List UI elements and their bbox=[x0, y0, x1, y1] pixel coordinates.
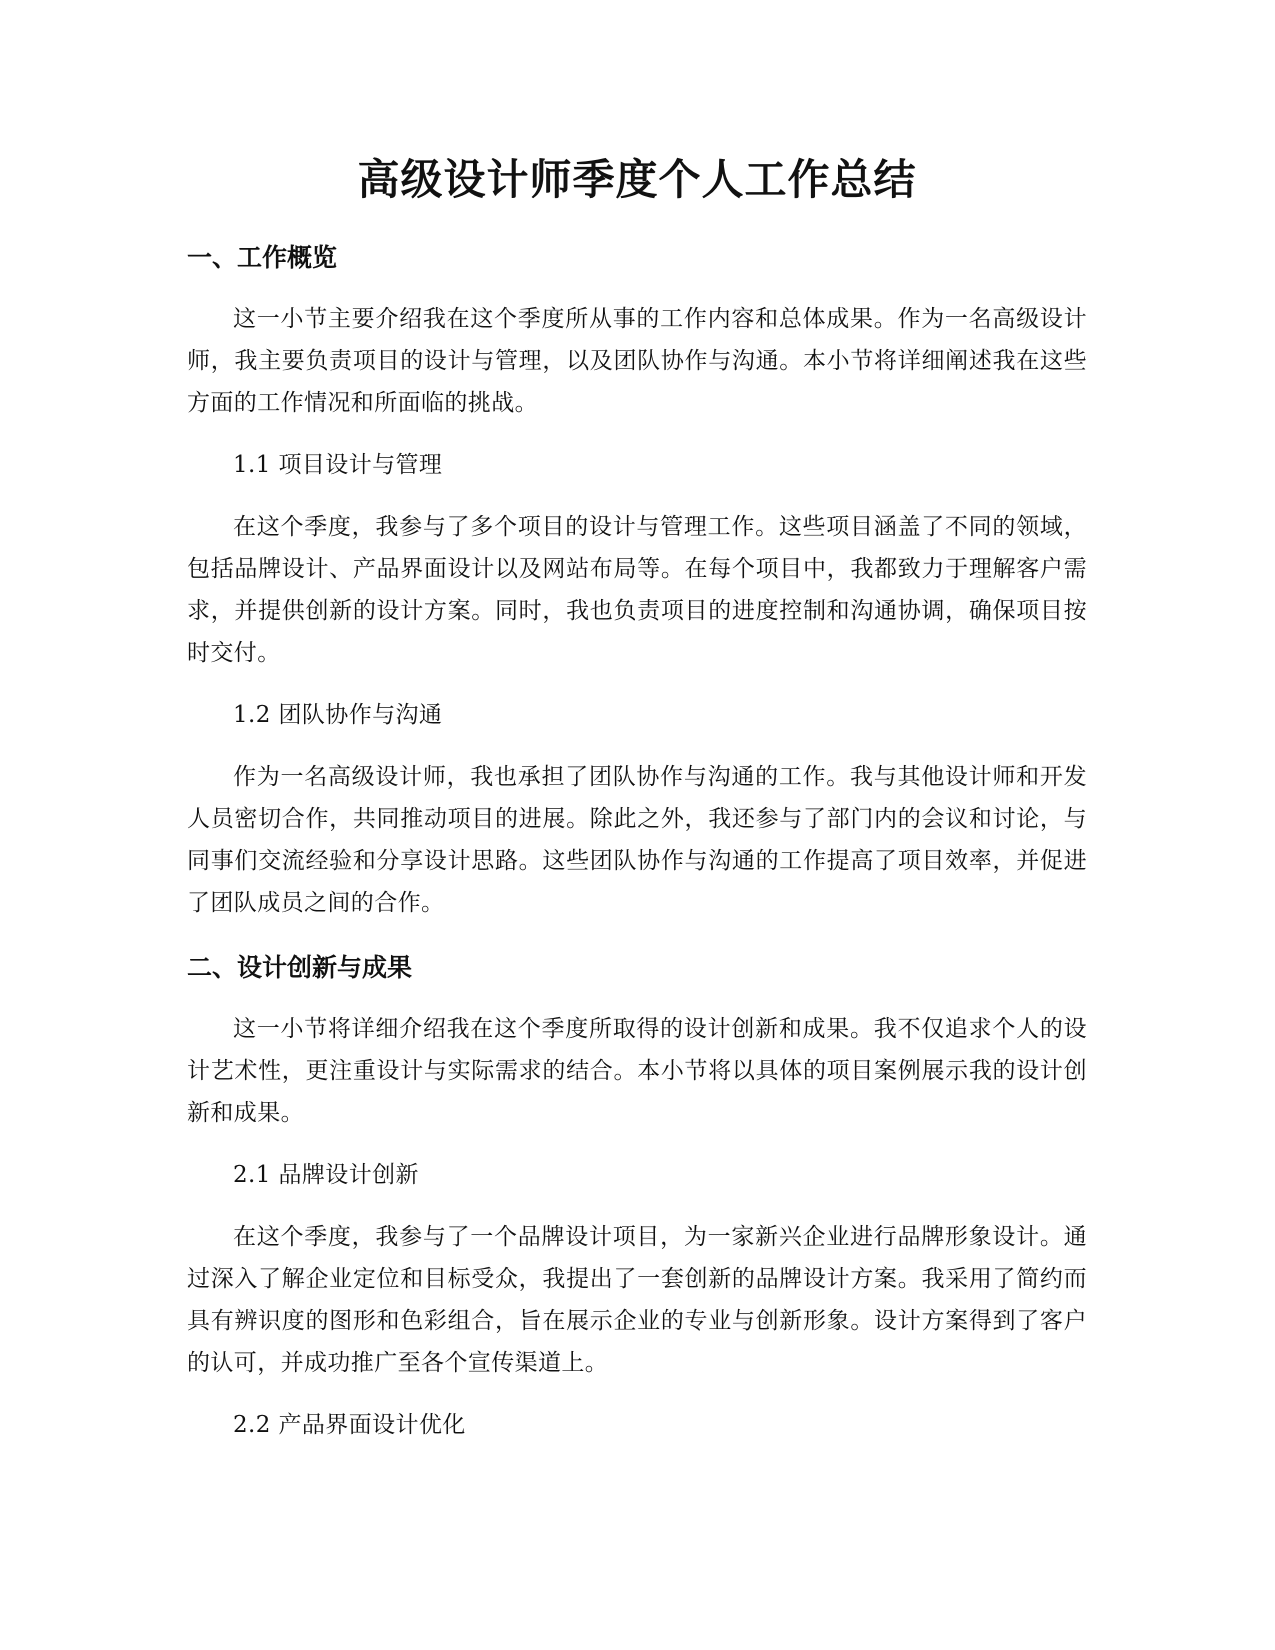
section-heading-innovation: 二、设计创新与成果 bbox=[187, 953, 413, 982]
section-intro-overview: 这一小节主要介绍我在这个季度所从事的工作内容和总体成果。作为一名高级设计师，我主要负责项目的设计与管理，以及团队协作与沟通。本小节将详细阐述我在这些方面的工作情况和所面临的挑战。 bbox=[187, 306, 1087, 416]
subsection-heading-project-design: 1.1 项目设计与管理 bbox=[233, 452, 443, 478]
section-intro-innovation: 这一小节将详细介绍我在这个季度所取得的设计创新和成果。我不仅追求个人的设计艺术性，更注重设计与实际需求的结合。本小节将以具体的项目案例展示我的设计创新和成果。 bbox=[187, 1016, 1087, 1126]
subsection-body-brand-design: 在这个季度，我参与了一个品牌设计项目，为一家新兴企业进行品牌形象设计。通过深入了解企业定位和目标受众，我提出了一套创新的品牌设计方案。我采用了简约而具有辨识度的图形和色彩组合，旨在展示企业的专业与创新形象。设计方案得到了客户的认可，并成功推广至各个宣传渠道上。 bbox=[187, 1224, 1087, 1376]
subsection-body-project-design: 在这个季度，我参与了多个项目的设计与管理工作。这些项目涵盖了不同的领域，包括品牌设计、产品界面设计以及网站布局等。在每个项目中，我都致力于理解客户需求，并提供创新的设计方案。同时，我也负责项目的进度控制和沟通协调，确保项目按时交付。 bbox=[187, 514, 1087, 666]
subsection-heading-brand-design: 2.1 品牌设计创新 bbox=[233, 1162, 419, 1188]
section-heading-overview: 一、工作概览 bbox=[187, 243, 338, 272]
document-page bbox=[187, 148, 1087, 1446]
subsection-body-team-collaboration: 作为一名高级设计师，我也承担了团队协作与沟通的工作。我与其他设计师和开发人员密切合作，共同推动项目的进展。除此之外，我还参与了部门内的会议和讨论，与同事们交流经验和分享设计思路。这些团队协作与沟通的工作提高了项目效率，并促进了团队成员之间的合作。 bbox=[187, 764, 1087, 916]
subsection-heading-team-collaboration: 1.2 团队协作与沟通 bbox=[233, 702, 443, 728]
subsection-heading-ui-optimization: 2.2 产品界面设计优化 bbox=[233, 1412, 466, 1438]
document-title: 高级设计师季度个人工作总结 bbox=[357, 155, 917, 204]
